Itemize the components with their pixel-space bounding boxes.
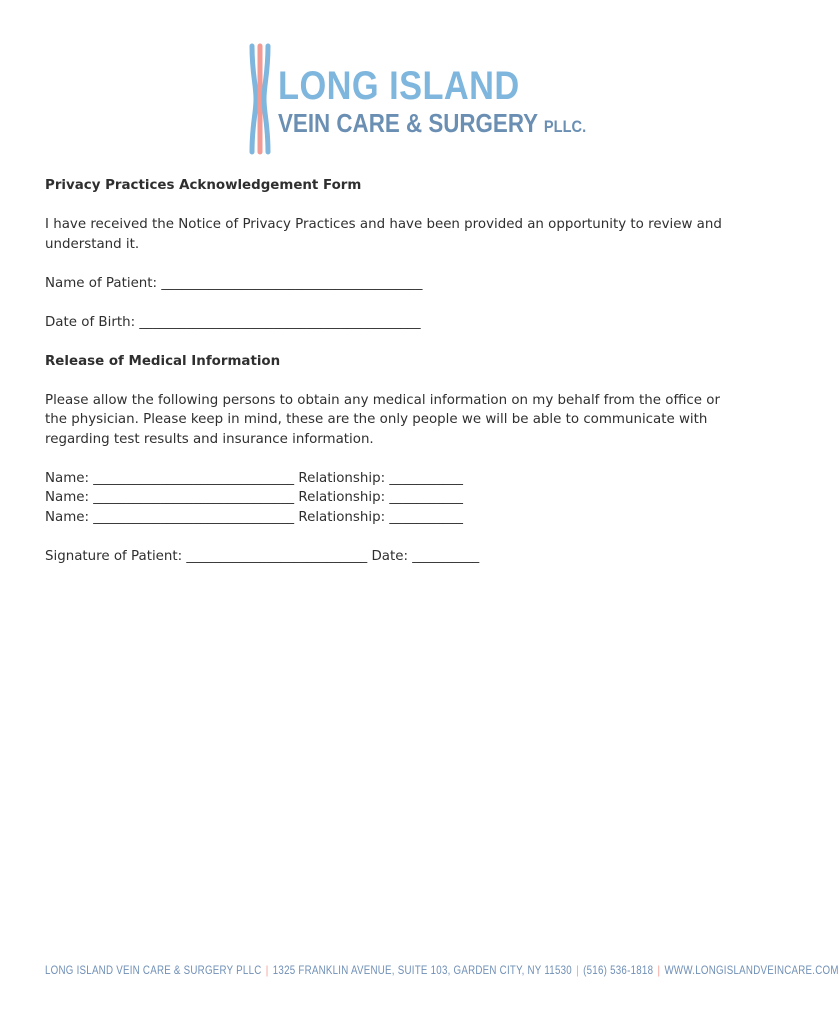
authorized-person-row[interactable]: Name: ______________________________ Relationship: ___________ <box>45 490 464 505</box>
form-body <box>45 176 735 566</box>
authorized-person-row[interactable]: Name: ______________________________ Relationship: ___________ <box>45 509 464 525</box>
logo-title: LONG ISLAND <box>278 64 520 108</box>
authorized-person-row[interactable]: Name: ______________________________ Relationship: ___________ <box>45 470 464 486</box>
logo-subtitle-suffix: PLLC. <box>543 117 587 136</box>
release-section-title: Release of Medical Information <box>45 353 281 369</box>
footer-separator: | <box>576 964 579 977</box>
form-title: Privacy Practices Acknowledgement Form <box>45 178 362 193</box>
footer-separator: | <box>657 964 661 977</box>
release-description: Please allow the following persons to obtain any medical information on my behalf from the office or the physician. Please keep in mind, these are the only people we will be able to communicate with regarding test results and insurance information. <box>45 392 720 447</box>
signature-field[interactable]: Signature of Patient: ___________________________ Date: __________ <box>45 548 480 564</box>
logo-subtitle <box>278 110 586 136</box>
footer-address: 1325 FRANKLIN AVENUE, SUITE 103, GARDEN CITY, NY 11530 <box>272 964 572 977</box>
form-intro: I have received the Notice of Privacy Practices and have been provided an opportunity to review and understand it. <box>45 217 722 252</box>
footer-company: LONG ISLAND VEIN CARE & SURGERY PLLC <box>45 964 262 977</box>
company-logo <box>246 44 587 154</box>
patient-name-field[interactable]: Name of Patient: _______________________________________ <box>45 275 423 291</box>
footer-phone: (516) 536-1818 <box>583 964 654 977</box>
vein-logo-icon <box>246 44 276 154</box>
logo-subtitle-main: VEIN CARE & SURGERY <box>278 108 538 138</box>
footer-separator: | <box>265 964 269 977</box>
footer-website[interactable]: WWW.LONGISLANDVEINCARE.COM <box>664 964 839 977</box>
footer <box>45 964 839 977</box>
date-of-birth-field[interactable]: Date of Birth: __________________________________________ <box>45 314 421 330</box>
